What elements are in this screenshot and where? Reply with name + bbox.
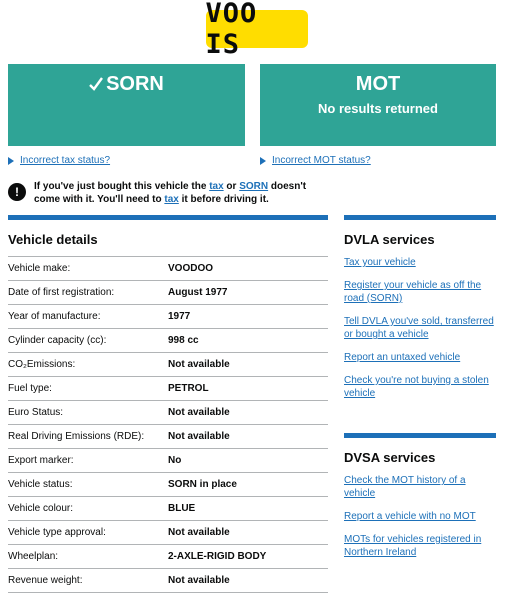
detail-row bbox=[8, 545, 328, 569]
detail-value: Not available bbox=[168, 527, 230, 538]
number-plate: VOO IS bbox=[206, 10, 308, 48]
warning-text-part2: doesn't come with it. You'll need to bbox=[34, 181, 307, 205]
dvsa-link-2[interactable]: MOTs for vehicles registered in Northern Ireland bbox=[344, 534, 482, 558]
detail-row bbox=[8, 377, 328, 401]
detail-row bbox=[8, 497, 328, 521]
sorn-link[interactable]: SORN bbox=[239, 181, 269, 192]
tax-link[interactable]: tax bbox=[209, 181, 224, 192]
detail-label: Vehicle status: bbox=[8, 479, 73, 490]
triangle-right-icon bbox=[260, 157, 266, 165]
detail-value: VOODOO bbox=[168, 263, 214, 274]
incorrect-tax-status-link[interactable] bbox=[8, 155, 260, 166]
tax-status-title-row bbox=[8, 73, 245, 95]
detail-row bbox=[8, 569, 328, 593]
detail-label: Year of manufacture: bbox=[8, 311, 101, 322]
exclamation-icon: ! bbox=[8, 183, 26, 201]
detail-value: SORN in place bbox=[168, 479, 237, 490]
detail-label: CO₂Emissions: bbox=[8, 359, 76, 370]
detail-row bbox=[8, 281, 328, 305]
detail-row bbox=[8, 449, 328, 473]
status-details-links bbox=[8, 155, 496, 166]
detail-label: Wheelplan: bbox=[8, 551, 59, 562]
detail-label: Cylinder capacity (cc): bbox=[8, 335, 107, 346]
dvla-services-section bbox=[344, 215, 496, 410]
section-divider-bar bbox=[8, 215, 328, 220]
detail-value: 998 cc bbox=[168, 335, 199, 346]
tax-status-card bbox=[8, 64, 245, 146]
incorrect-tax-status-label: Incorrect tax status? bbox=[20, 155, 111, 166]
warning-text-part3: it before driving it. bbox=[178, 194, 269, 205]
detail-row bbox=[8, 353, 328, 377]
mot-status-title: MOT bbox=[355, 73, 401, 95]
mot-status-card bbox=[260, 64, 496, 146]
detail-value: No bbox=[168, 455, 182, 466]
detail-value: Not available bbox=[168, 359, 230, 370]
dvsa-services-section bbox=[344, 433, 496, 569]
detail-value: BLUE bbox=[168, 503, 196, 514]
detail-label: Real Driving Emissions (RDE): bbox=[8, 431, 145, 442]
dvla-link-4[interactable]: Check you're not buying a stolen vehicle bbox=[344, 375, 489, 399]
warning-notice bbox=[8, 180, 328, 206]
warning-text-or: or bbox=[223, 181, 240, 192]
detail-value: PETROL bbox=[168, 383, 209, 394]
detail-value: August 1977 bbox=[168, 287, 228, 298]
detail-row bbox=[8, 401, 328, 425]
vehicle-details-table bbox=[8, 256, 328, 593]
incorrect-mot-status-link[interactable] bbox=[260, 155, 371, 166]
dvsa-link-1[interactable]: Report a vehicle with no MOT bbox=[344, 511, 476, 522]
detail-row bbox=[8, 257, 328, 281]
status-row bbox=[8, 64, 496, 146]
detail-label: Euro Status: bbox=[8, 407, 64, 418]
dvla-services-title: DVLA services bbox=[344, 232, 435, 247]
warning-text-part1: If you've just bought this vehicle the bbox=[34, 181, 210, 192]
dvla-link-0[interactable]: Tax your vehicle bbox=[344, 257, 416, 268]
detail-label: Vehicle type approval: bbox=[8, 527, 106, 538]
detail-value: Not available bbox=[168, 407, 230, 418]
dvsa-services-title: DVSA services bbox=[344, 450, 436, 465]
detail-value: Not available bbox=[168, 575, 230, 586]
detail-label: Revenue weight: bbox=[8, 575, 83, 586]
incorrect-mot-status-label: Incorrect MOT status? bbox=[272, 155, 371, 166]
detail-label: Vehicle colour: bbox=[8, 503, 74, 514]
mot-status-subtitle: No results returned bbox=[318, 101, 438, 116]
vehicle-details-section bbox=[8, 215, 328, 593]
detail-label: Date of first registration: bbox=[8, 287, 115, 298]
detail-value: 1977 bbox=[168, 311, 191, 322]
check-icon bbox=[89, 76, 103, 92]
dvla-link-3[interactable]: Report an untaxed vehicle bbox=[344, 352, 461, 363]
detail-label: Fuel type: bbox=[8, 383, 52, 394]
detail-value: Not available bbox=[168, 431, 230, 442]
warning-text bbox=[34, 180, 324, 206]
tax-status-title: SORN bbox=[106, 73, 164, 95]
detail-row bbox=[8, 425, 328, 449]
tax-link-2[interactable]: tax bbox=[164, 194, 179, 205]
detail-row bbox=[8, 329, 328, 353]
dvla-link-2[interactable]: Tell DVLA you've sold, transferred or bought a vehicle bbox=[344, 316, 494, 340]
triangle-right-icon bbox=[8, 157, 14, 165]
vehicle-details-title: Vehicle details bbox=[8, 232, 98, 247]
detail-row bbox=[8, 305, 328, 329]
detail-row bbox=[8, 521, 328, 545]
plate-wrapper bbox=[0, 0, 513, 60]
detail-row bbox=[8, 473, 328, 497]
detail-label: Vehicle make: bbox=[8, 263, 71, 274]
detail-label: Export marker: bbox=[8, 455, 74, 466]
section-divider-bar bbox=[344, 215, 496, 220]
section-divider-bar bbox=[344, 433, 496, 438]
dvsa-links-list bbox=[344, 474, 496, 559]
dvla-link-1[interactable]: Register your vehicle as off the road (SORN) bbox=[344, 280, 482, 304]
detail-value: 2-AXLE-RIGID BODY bbox=[168, 551, 267, 562]
dvsa-link-0[interactable]: Check the MOT history of a vehicle bbox=[344, 475, 466, 499]
dvla-links-list bbox=[344, 256, 496, 400]
